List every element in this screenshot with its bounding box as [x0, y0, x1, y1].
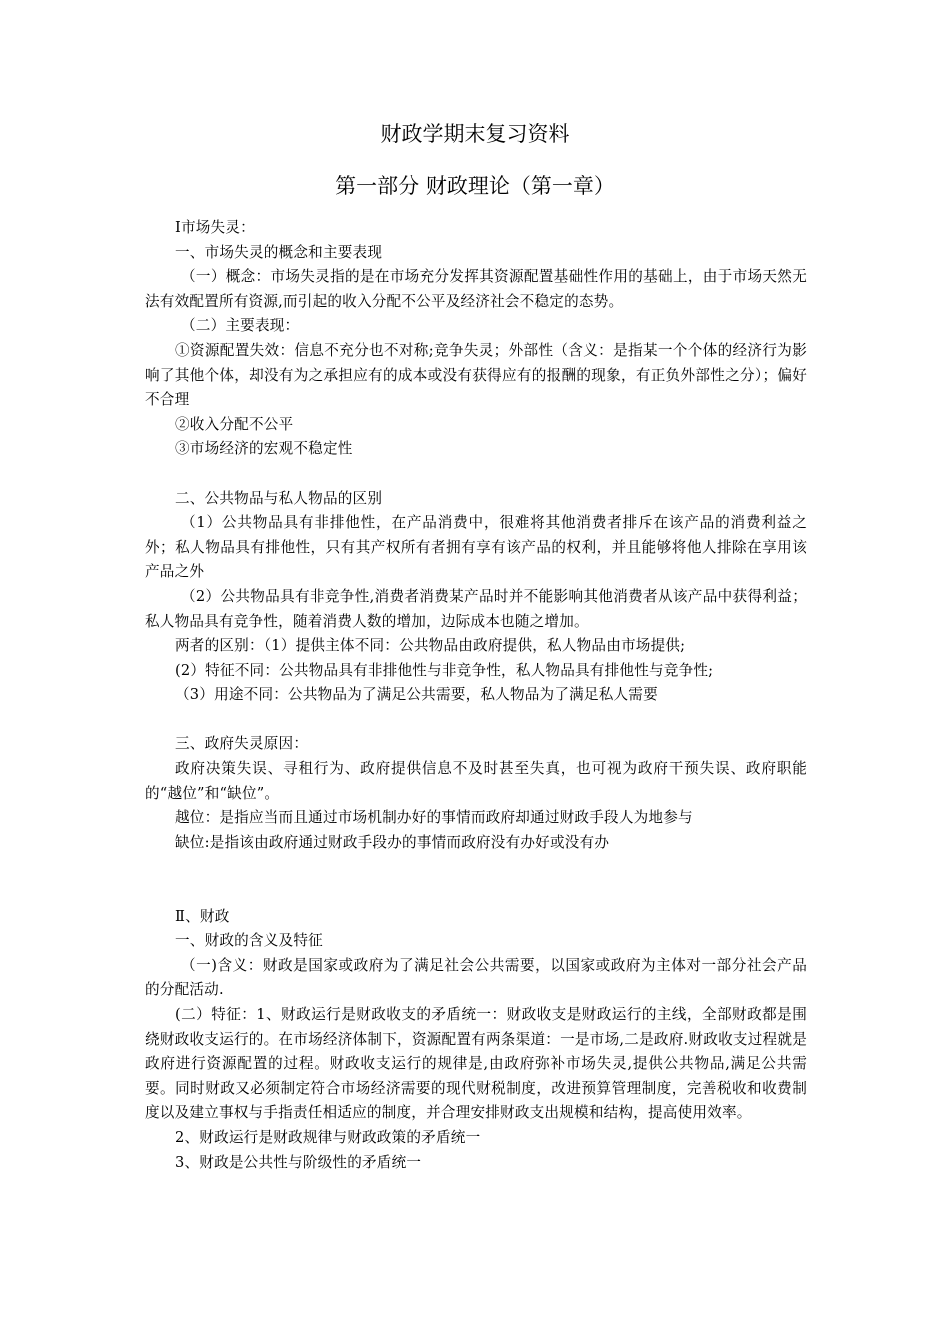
spacer: [145, 462, 807, 487]
yuewei-definition: 越位：是指应当而且通过市场机制办好的事情而政府却通过财政手段人为地参与: [175, 809, 693, 827]
finance-feature-2: 2、财政运行是财政规律与财政政策的矛盾统一: [175, 1128, 481, 1146]
quewei-definition: 缺位:是指该由政府通过财政手段办的事情而政府没有办好或没有办: [175, 833, 610, 851]
section2-sub1-heading: 一、财政的含义及特征: [175, 932, 323, 950]
finance-feature-3: 3、财政是公共性与阶级性的矛盾统一: [175, 1153, 422, 1171]
manifestation-item-3: ③市场经济的宏观不稳定性: [175, 440, 353, 458]
section1-sub3-heading: 三、政府失灵原因：: [175, 735, 309, 753]
difference-item-3: （3）用途不同：公共物品为了满足公共需要，私人物品为了满足私人需要: [175, 686, 658, 704]
finance-feature-1: (二）特征：1、财政运行是财政收支的矛盾统一：财政收支是财政运行的主线，全部财政都是围绕财政收支运行的。在市场经济体制下，资源配置有两条渠道：一是市场,二是政府.财政收支过程就是政府进行资源配置的过程。财政收支运行的规律是,由政府弥补市场失灵,提供公共物品,满足公共需要。同时财政又必须制定符合市场经济需要的现代财税制度，改进预算管理制度，完善税收和收费制度以及建立事权与手指责任相适应的制度，并合理安排财政支出规模和结构，提高使用效率。: [145, 1006, 807, 1122]
difference-item-1: 两者的区别：（1）提供主体不同：公共物品由政府提供，私人物品由市场提供;: [175, 637, 686, 655]
government-failure-paragraph: 政府决策失误、寻租行为、政府提供信息不及时甚至失真，也可视为政府干预失误、政府职能的“越位”和“缺位”。: [145, 760, 807, 802]
part-title: 第一部分 财政理论（第一章）: [335, 174, 615, 198]
manifestation-item-1: ①资源配置失效：信息不充分也不对称;竞争失灵；外部性（含义：是指某一个个体的经济行为影响了其他个体，却没有为之承担应有的成本或没有获得应有的报酬的现象，有正负外部性之分）；偏好不合理: [145, 341, 807, 409]
manifestation-item-2: ②收入分配不公平: [175, 415, 294, 433]
finance-meaning-paragraph: （一)含义：财政是国家或政府为了满足社会公共需要，以国家或政府为主体对一部分社会产品的分配活动.: [145, 956, 807, 999]
section2-heading: Ⅱ、财政: [175, 907, 230, 925]
main-manifestations-heading: （二）主要表现：: [181, 317, 300, 335]
document-title: 财政学期末复习资料: [380, 122, 570, 146]
document-body: [145, 216, 807, 1175]
spacer: [145, 855, 807, 904]
concept-paragraph: （一）概念：市场失灵指的是在市场充分发挥其资源配置基础性作用的基础上，由于市场天然无法有效配置所有资源,而引起的收入分配不公平及经济社会不稳定的态势。: [145, 268, 807, 310]
section1-heading: Ⅰ市场失灵：: [175, 219, 255, 236]
difference-item-2: (2）特征不同：公共物品具有非排他性与非竞争性，私人物品具有排他性与竞争性;: [175, 661, 714, 679]
section1-sub2-heading: 二、公共物品与私人物品的区别: [175, 489, 383, 507]
spacer: [145, 708, 807, 733]
section1-sub1-heading: 一、市场失灵的概念和主要表现: [175, 243, 383, 261]
public-goods-paragraph-2: （2）公共物品具有非竞争性,消费者消费某产品时并不能影响其他消费者从该产品中获得利益；私人物品具有竞争性，随着消费人数的增加，边际成本也随之增加。: [145, 587, 807, 630]
public-goods-paragraph-1: （1）公共物品具有非排他性，在产品消费中，很难将其他消费者排斥在该产品的消费利益之外；私人物品具有排他性，只有其产权所有者拥有享有该产品的权利，并且能够将他人排除在享用该产品之外: [145, 514, 807, 581]
